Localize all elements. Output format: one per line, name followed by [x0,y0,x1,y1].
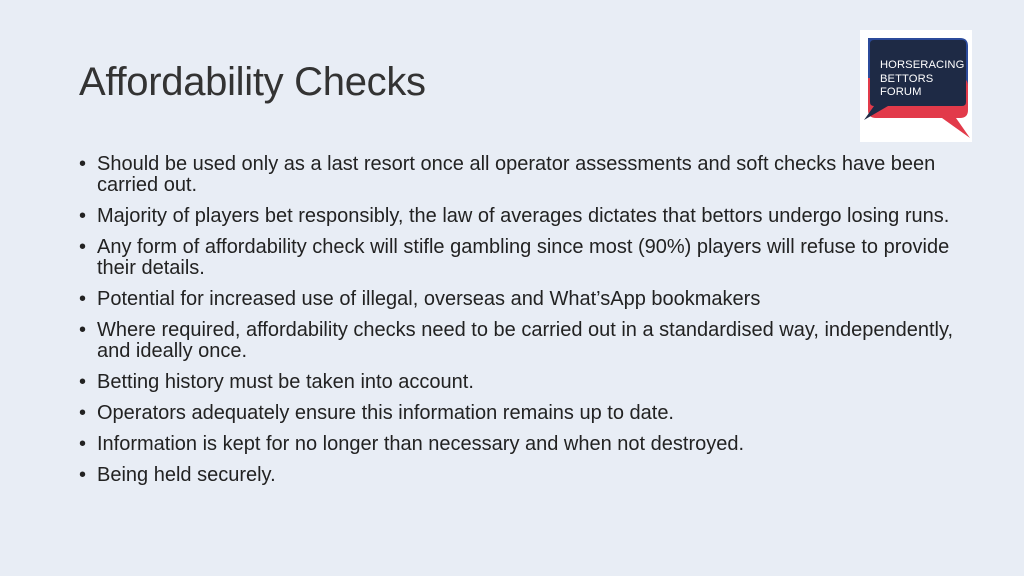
bullet-item [79,403,959,424]
logo-line: HORSERACING [880,59,965,71]
slide-title: Affordability Checks [79,60,426,104]
bullet-list [79,154,959,496]
bullet-text: Potential for increased use of illegal, overseas and What’sApp bookmakers [97,288,761,310]
logo-line: BETTORS [880,72,934,85]
horseracing-bettors-forum-logo [860,30,972,142]
bullet-icon: • [79,236,87,258]
logo-line: FORUM [880,86,922,98]
bullet-icon: • [79,464,87,486]
bullet-text: Being held securely. [97,464,276,486]
bullet-item [79,206,959,227]
bullet-text: Where required, affordability checks need to be carried out in a standardised way, independently, and ideally once. [97,319,954,362]
bullet-icon: • [79,433,87,455]
bullet-icon: • [79,319,87,341]
bullet-icon: • [79,371,87,393]
bullet-text: Any form of affordability check will stifle gambling since most (90%) players will refuse to provide their details. [97,236,950,279]
bullet-icon: • [79,205,87,227]
bullet-item [79,237,959,279]
bullet-text: Majority of players bet responsibly, the law of averages dictates that bettors undergo losing runs. [97,205,950,227]
bullet-text: Operators adequately ensure this information remains up to date. [97,402,674,424]
bullet-text: Betting history must be taken into account. [97,371,474,393]
bullet-icon: • [79,402,87,424]
bullet-item [79,289,959,310]
bullet-item [79,465,959,486]
bullet-item [79,320,959,362]
bullet-icon: • [79,153,87,175]
bullet-icon: • [79,288,87,310]
bullet-text: Information is kept for no longer than necessary and when not destroyed. [97,433,745,455]
bullet-item [79,434,959,455]
logo-text [880,59,964,100]
bullet-text: Should be used only as a last resort once all operator assessments and soft checks have been carried out. [97,153,936,196]
bullet-item [79,372,959,393]
bullet-item [79,154,959,196]
